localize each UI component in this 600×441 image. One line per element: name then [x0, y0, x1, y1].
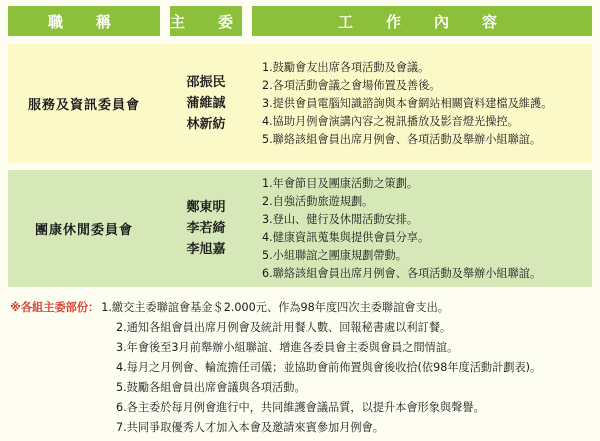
committee-row-recreation — [8, 170, 592, 287]
notes-heading: ※各組主委部份： — [10, 301, 100, 314]
chair-name: 李旭嘉 — [186, 242, 226, 257]
duty-item: 2.自強活動旅遊規劃。 — [262, 194, 374, 208]
duty-item: 3.登山、健行及休閒活動安排。 — [262, 212, 419, 226]
note-item: 7.共同爭取優秀人才加入本會及邀請來賓參加月例會。 — [116, 421, 384, 434]
committee-name: 服務及資訊委員會 — [27, 98, 140, 113]
duty-item: 4.協助月例會演講內容之視訊播放及影音燈光操控。 — [262, 114, 519, 128]
committee-duties — [252, 44, 592, 163]
chair-name: 鄭東明 — [186, 200, 226, 215]
committee-chairs — [170, 170, 242, 287]
duty-item: 3.提供會員電腦知識諮詢與本會網站相關資料建檔及維護。 — [262, 96, 553, 110]
note-item: 1.繳交主委聯誼會基金＄2.000元、作為98年度四次主委聯誼會支出。 — [101, 301, 450, 314]
chair-name: 蒲維誠 — [186, 96, 226, 111]
note-item: 5.鼓勵各組會員出席會議與各項活動。 — [116, 381, 306, 394]
committee-chairs — [170, 44, 242, 163]
duty-item: 2.各項活動會議之會場佈置及善後。 — [262, 78, 441, 92]
header-title: 職 稱 — [8, 6, 160, 36]
committee-row-service-it — [8, 44, 592, 163]
committee-name: 團康休閒委員會 — [34, 223, 133, 238]
chair-name: 李若綺 — [186, 221, 226, 236]
chair-name: 邵振民 — [186, 75, 226, 90]
duty-item: 4.健康資訊蒐集與提供會員分享。 — [262, 230, 430, 244]
note-row — [10, 298, 595, 318]
note-item: 2.通知各組會員出席月例會及統計用餐人數、回報秘書處以利訂餐。 — [116, 321, 452, 334]
note-item: 3.年會後至3月前舉辦小組聯誼、增進各委員會主委與會員之間情誼。 — [116, 341, 459, 354]
chair-notes — [10, 298, 595, 438]
header-chair: 主 委 — [170, 6, 242, 36]
duty-item: 1.鼓勵會友出席各項活動及會議。 — [262, 60, 430, 74]
note-item: 4.每月之月例會、輪流擔任司儀；並協助會前佈置與會後收拾(依98年度活動計劃表)。 — [116, 361, 542, 374]
duty-item: 6.聯絡該組會員出席月例會、各項活動及舉辦小組聯誼。 — [262, 266, 542, 280]
duty-item: 1.年會節目及團康活動之策劃。 — [262, 176, 419, 190]
committee-duties — [252, 170, 592, 287]
duty-item: 5.小組聯誼之團康規劃帶動。 — [262, 248, 407, 262]
chair-name: 林新紡 — [186, 117, 226, 132]
header-duties: 工 作 內 容 — [252, 6, 592, 36]
note-item: 6.各主委於每月例會進行中，共同維護會議品質，以提升本會形象與聲譽。 — [116, 401, 485, 414]
duty-item: 5.聯絡該組會員出席月例會、各項活動及舉辦小組聯誼。 — [262, 132, 542, 146]
